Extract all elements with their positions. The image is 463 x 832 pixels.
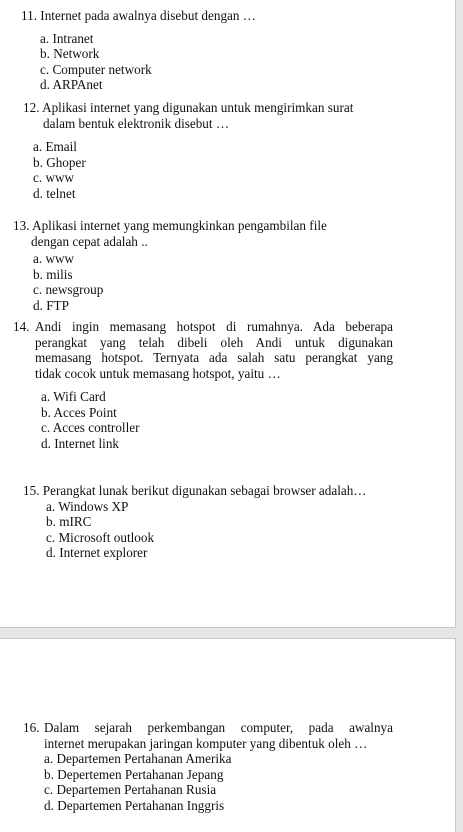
question-text-line-2: perangkat yang telah dibeli oleh Andi untuk digunakan (35, 334, 393, 350)
option-a: a. Wifi Card (41, 389, 106, 404)
question-number: 15. (23, 483, 40, 498)
option-d: d. telnet (33, 185, 76, 201)
question-text-line-4: tidak cocok untuk memasang hotspot, yaitu … (35, 365, 281, 381)
document-page-2 (0, 638, 456, 832)
option-d: d. Internet link (41, 435, 120, 451)
question-text-line-1: Aplikasi internet yang digunakan untuk mengirimkan surat (42, 100, 354, 115)
options-list (46, 499, 443, 561)
option-c: c. Acces controller (41, 420, 140, 435)
question-text-line-3: memasang hotspot. Ternyata ada salah satu perangkat yang (35, 350, 393, 365)
option-c: c. newsgroup (33, 282, 104, 297)
question-number: 16. (23, 720, 40, 735)
option-a: a. www (33, 251, 75, 266)
question-number: 12. (23, 100, 40, 115)
question-12 (23, 100, 443, 201)
question-text-line-1: Aplikasi internet yang memungkinkan pengambilan file (32, 218, 327, 233)
question-text-line-1: Dalam sejarah perkembangan computer, pada awalnya (44, 720, 393, 735)
option-d: d. Internet explorer (46, 545, 148, 560)
option-d: d. Departemen Pertahanan Inggris (44, 797, 225, 813)
options-list (40, 31, 421, 93)
question-text-line-2: dalam bentuk elektronik disebut … (43, 115, 230, 131)
question-number: 14. (13, 319, 30, 334)
question-13 (13, 218, 433, 313)
question-14 (13, 319, 393, 451)
question-15 (23, 483, 443, 561)
question-text-line-2: dengan cepat adalah .. (31, 233, 148, 249)
option-b: b. Network (40, 46, 100, 61)
question-11 (21, 8, 421, 93)
option-c: c. www (33, 170, 75, 185)
option-c: c. Computer network (40, 61, 152, 77)
option-b: b. Acces Point (41, 404, 117, 420)
option-a: a. Windows XP (46, 498, 129, 514)
option-a: a. Email (33, 139, 77, 154)
question-text-line-1: Andi ingin memasang hotspot di rumahnya. Ada beberapa (35, 319, 393, 334)
options-list (41, 389, 393, 451)
question-text: Perangkat lunak berikut digunakan sebagai browser adalah… (42, 483, 367, 498)
option-a: a. Departemen Pertahanan Amerika (44, 751, 232, 766)
question-16 (23, 720, 395, 813)
option-c: c. Departemen Pertahanan Rusia (44, 782, 217, 797)
question-number: 13. (13, 218, 30, 233)
question-text: Internet pada awalnya disebut dengan … (40, 8, 256, 23)
option-d: d. FTP (33, 297, 69, 313)
question-number: 11. (21, 8, 37, 23)
options-list (44, 751, 395, 813)
option-d: d. ARPAnet (40, 77, 103, 92)
option-b: b. mIRC (46, 514, 92, 529)
option-c: c. Microsoft outlook (46, 529, 155, 545)
options-list (33, 139, 443, 201)
option-b: b. Ghoper (33, 154, 86, 170)
option-b: b. Depertemen Pertahanan Jepang (44, 766, 224, 782)
option-a: a. Intranet (40, 30, 94, 46)
question-text-line-2: internet merupakan jaringan komputer yang dibentuk oleh … (44, 735, 368, 751)
option-b: b. milis (33, 266, 73, 282)
options-list (33, 251, 433, 313)
